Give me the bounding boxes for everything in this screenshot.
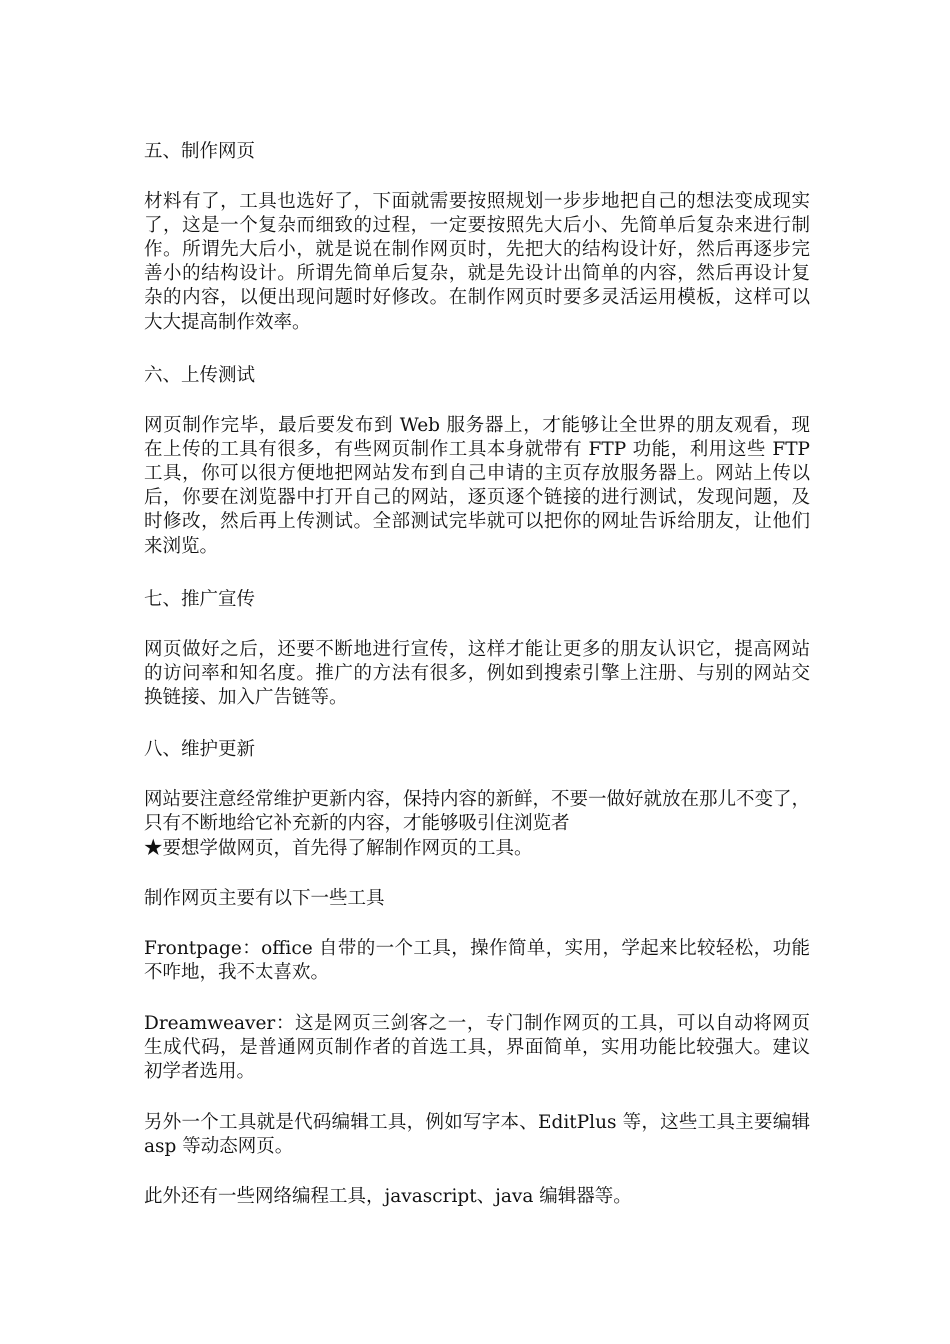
paragraph-line: 网页制作完毕，最后要发布到 Web 服务器上，才能够让全世界的朋友观看，现: [144, 415, 810, 436]
tool-line-dreamweaver: 生成代码，是普通网页制作者的首选工具，界面简单，实用功能比较强大。建议: [144, 1037, 810, 1058]
paragraph-line: 网站要注意经常维护更新内容，保持内容的新鲜，不要一做好就放在那儿不变了，: [144, 789, 811, 810]
section-heading-7: 七、推广宣传: [144, 589, 256, 610]
paragraph-line: 网页做好之后，还要不断地进行宣传，这样才能让更多的朋友认识它，提高网站: [144, 639, 810, 660]
tool-line-frontpage: Frontpage：office 自带的一个工具，操作简单，实用，学起来比较轻松，功能: [144, 938, 810, 959]
paragraph-line: 杂的内容，以便出现问题时好修改。在制作网页时要多灵活运用模板，这样可以: [144, 287, 810, 308]
tool-line-dreamweaver: Dreamweaver：这是网页三剑客之一，专门制作网页的工具，可以自动将网页: [144, 1013, 810, 1034]
paragraph-line: 材料有了，工具也选好了，下面就需要按照规划一步步地把自己的想法变成现实: [144, 191, 810, 212]
tool-line-code-editors: asp 等动态网页。: [144, 1136, 294, 1157]
paragraph-line: 后，你要在浏览器中打开自己的网站，逐页逐个链接的进行测试，发现问题，及: [144, 487, 810, 508]
paragraph-line: 换链接、加入广告链等。: [144, 687, 348, 708]
paragraph-line: 了，这是一个复杂而细致的过程，一定要按照先大后小、先简单后复杂来进行制: [144, 215, 810, 236]
section-heading-8: 八、维护更新: [144, 739, 256, 760]
tool-line-code-editors: 另外一个工具就是代码编辑工具，例如写字本、EditPlus 等，这些工具主要编辑: [144, 1112, 810, 1133]
paragraph-line: 只有不断地给它补充新的内容，才能够吸引住浏览者: [144, 813, 570, 834]
paragraph-line: 工具，你可以很方便地把网站发布到自己申请的主页存放服务器上。网站上传以: [144, 463, 810, 484]
section-heading-6: 六、上传测试: [144, 365, 256, 386]
section-heading-5: 五、制作网页: [144, 141, 256, 162]
paragraph-line: ★要想学做网页，首先得了解制作网页的工具。: [144, 838, 533, 859]
paragraph-line: 的访问率和知名度。推广的方法有很多，例如到搜索引擎上注册、与别的网站交: [144, 663, 810, 684]
tool-line-programming: 此外还有一些网络编程工具，javascript、java 编辑器等。: [144, 1186, 632, 1207]
paragraph-line: 作。所谓先大后小，就是说在制作网页时，先把大的结构设计好，然后再逐步完: [144, 239, 810, 260]
paragraph-line: 大大提高制作效率。: [144, 312, 311, 333]
paragraph-line: 时修改，然后再上传测试。全部测试完毕就可以把你的网址告诉给朋友，让他们: [144, 511, 810, 532]
tool-line-dreamweaver: 初学者选用。: [144, 1061, 256, 1082]
tool-line-frontpage: 不咋地，我不太喜欢。: [144, 962, 330, 983]
paragraph-line: 来浏览。: [144, 536, 219, 557]
tools-heading: 制作网页主要有以下一些工具: [144, 888, 385, 909]
paragraph-line: 在上传的工具有很多，有些网页制作工具本身就带有 FTP 功能，利用这些 FTP: [144, 439, 810, 460]
paragraph-line: 善小的结构设计。所谓先简单后复杂，就是先设计出简单的内容，然后再设计复: [144, 263, 810, 284]
